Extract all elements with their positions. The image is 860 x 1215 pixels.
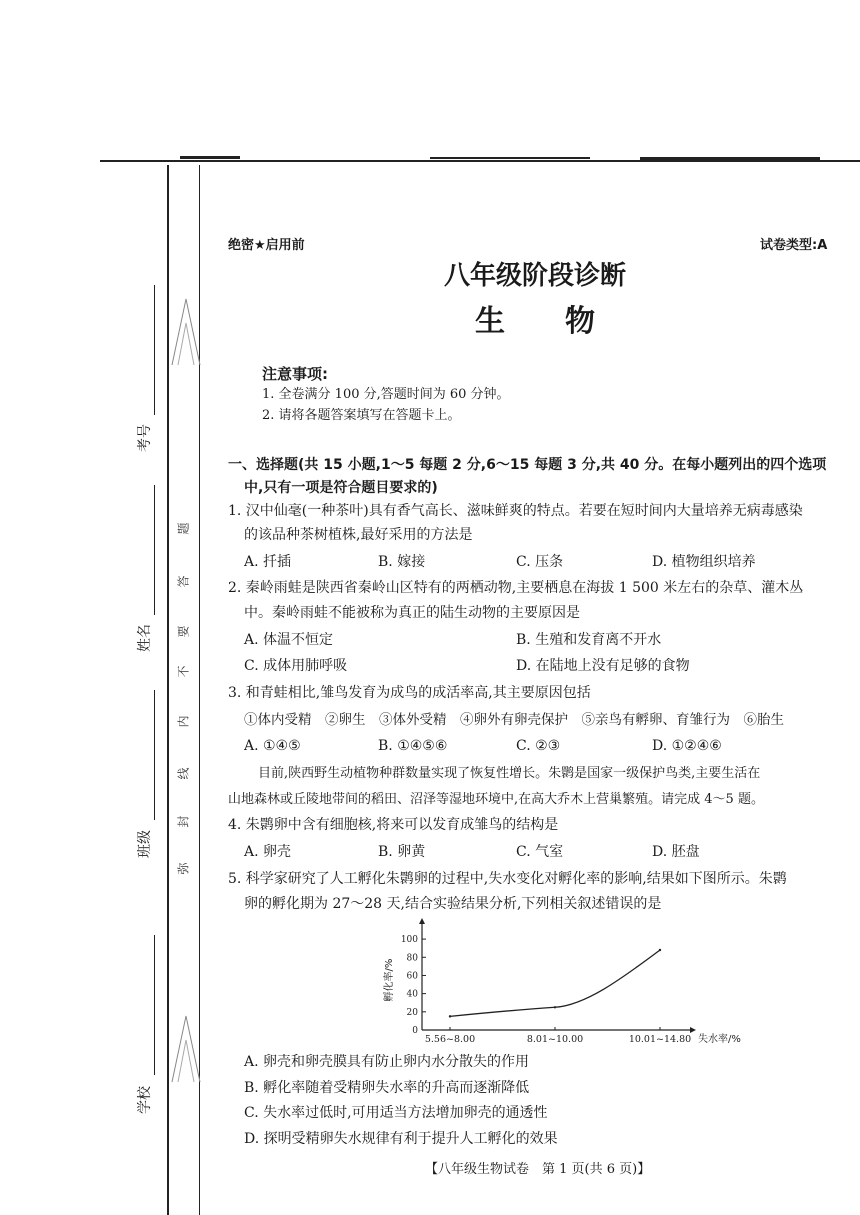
secret-label: 绝密★启用前 bbox=[228, 238, 305, 253]
x-tick-label: 10.01~14.80 bbox=[628, 1034, 692, 1045]
q4-option-a: A. 卵壳 bbox=[244, 844, 292, 860]
q1-option-b: B. 嫁接 bbox=[378, 554, 426, 570]
page-footer: 【八年级生物试卷 第 1 页(共 6 页)】 bbox=[425, 1162, 651, 1177]
seal-char: 要 bbox=[176, 625, 191, 638]
exam-number-label: 考号 bbox=[137, 424, 153, 452]
question-1: 1. 汉中仙毫(一种茶叶)具有香气高长、滋味鲜爽的特点。若要在短时间内大量培养无病毒感染 bbox=[228, 503, 803, 519]
fill-line-school bbox=[154, 935, 155, 1075]
y-tick-label: 80 bbox=[406, 953, 418, 964]
x-axis-label: 失水率/% bbox=[698, 1034, 741, 1045]
q5-option-d: D. 探明受精卵失水规律有利于提升人工孵化的效果 bbox=[244, 1131, 558, 1147]
q5-option-a: A. 卵壳和卵壳膜具有防止卵内水分散失的作用 bbox=[244, 1054, 530, 1070]
subject-title: 生 物 bbox=[475, 304, 595, 339]
data-point bbox=[449, 1015, 451, 1017]
question-3: 3. 和青蛙相比,雏鸟发育为成鸟的成活率高,其主要原因包括 bbox=[228, 685, 591, 701]
question-2: 2. 秦岭雨蛙是陕西省秦岭山区特有的两栖动物,主要栖息在海拔 1 500 米左右的杂草、灌木丛 bbox=[228, 580, 804, 596]
data-point bbox=[659, 949, 661, 951]
seal-char: 答 bbox=[176, 575, 191, 588]
question-5-cont: 卵的孵化期为 27～28 天,结合实验结果分析,下列相关叙述错误的是 bbox=[244, 896, 662, 912]
notice-item: 2. 请将各题答案填写在答题卡上。 bbox=[262, 408, 461, 423]
y-tick-label: 60 bbox=[406, 971, 418, 982]
q2-option-a: A. 体温不恒定 bbox=[244, 632, 334, 648]
data-point bbox=[554, 1006, 556, 1008]
seal-char: 内 bbox=[176, 715, 191, 728]
question-4: 4. 朱鹮卵中含有细胞核,将来可以发育成雏鸟的结构是 bbox=[228, 817, 559, 833]
class-label: 班级 bbox=[137, 830, 153, 858]
top-rule bbox=[100, 160, 860, 162]
name-label: 姓名 bbox=[137, 624, 153, 652]
seal-triangle-icon bbox=[168, 293, 208, 373]
q2-option-d: D. 在陆地上没有足够的食物 bbox=[516, 658, 690, 674]
q1-option-d: D. 植物组织培养 bbox=[652, 554, 756, 570]
seal-char: 弥 bbox=[176, 862, 191, 875]
q3-option-d: D. ①②④⑥ bbox=[652, 738, 722, 754]
q1-option-c: C. 压条 bbox=[516, 554, 564, 570]
hatch-rate-chart bbox=[370, 915, 741, 1050]
passage-text: 目前,陕西野生动植物种群数量实现了恢复性增长。朱鹮是国家一级保护鸟类,主要生活在 bbox=[258, 766, 761, 781]
seal-char: 不 bbox=[176, 665, 191, 678]
passage-text-cont: 山地森林或丘陵地带间的稻田、沼泽等湿地环境中,在高大乔木上营巢繁殖。请完成 4～5 题。 bbox=[228, 792, 764, 807]
x-tick-label: 5.56~8.00 bbox=[424, 1034, 476, 1045]
y-tick-label: 40 bbox=[406, 989, 418, 1000]
q5-option-c: C. 失水率过低时,可用适当方法增加卵壳的通透性 bbox=[244, 1105, 548, 1121]
y-tick-label: 0 bbox=[412, 1026, 418, 1036]
top-rule-accent bbox=[640, 157, 820, 160]
y-axis-arrow-icon bbox=[419, 918, 425, 924]
q4-option-c: C. 气室 bbox=[516, 844, 564, 860]
q2-option-b: B. 生殖和发育离不开水 bbox=[516, 632, 662, 648]
section-heading-cont: 中,只有一项是符合题目要求的) bbox=[244, 480, 438, 496]
q3-option-c: C. ②③ bbox=[516, 738, 561, 754]
question-5: 5. 科学家研究了人工孵化朱鹮卵的过程中,失水变化对孵化率的影响,结果如下图所示。朱鹮 bbox=[228, 871, 787, 887]
q1-option-a: A. 扦插 bbox=[244, 554, 292, 570]
q3-option-b: B. ①④⑤⑥ bbox=[378, 738, 448, 754]
y-tick-label: 100 bbox=[400, 935, 418, 946]
fill-line-class bbox=[154, 690, 155, 820]
question-1-cont: 的该品种茶树植株,最好采用的方法是 bbox=[244, 527, 473, 543]
question-2-cont: 中。秦岭雨蛙不能被称为真正的陆生动物的主要原因是 bbox=[244, 605, 580, 621]
question-3-choices: ①体内受精 ②卵生 ③体外受精 ④卵外有卵壳保护 ⑤亲鸟有孵卵、育雏行为 ⑥胎生 bbox=[244, 712, 784, 728]
fill-line-exam bbox=[154, 285, 155, 415]
top-rule-accent bbox=[180, 156, 240, 159]
seal-char: 封 bbox=[176, 815, 191, 828]
x-axis-arrow-icon bbox=[690, 1027, 696, 1033]
q5-option-b: B. 孵化率随着受精卵失水率的升高而逐渐降低 bbox=[244, 1080, 530, 1096]
q4-option-d: D. 胚盘 bbox=[652, 844, 700, 860]
top-rule-accent bbox=[430, 157, 590, 159]
y-tick-label: 20 bbox=[406, 1007, 418, 1018]
q3-option-a: A. ①④⑤ bbox=[244, 738, 301, 754]
notice-item: 1. 全卷满分 100 分,答题时间为 60 分钟。 bbox=[262, 387, 510, 402]
school-label: 学校 bbox=[137, 1086, 153, 1114]
seal-triangle-icon bbox=[168, 1010, 208, 1090]
x-tick-label: 8.01~10.00 bbox=[526, 1034, 584, 1045]
section-heading: 一、选择题(共 15 小题,1～5 每题 2 分,6～15 每题 3 分,共 40 分。在每小题列出的四个选项 bbox=[228, 457, 827, 473]
fill-line-name bbox=[154, 485, 155, 615]
q2-option-c: C. 成体用肺呼吸 bbox=[244, 658, 348, 674]
seal-char: 线 bbox=[176, 767, 191, 780]
notice-heading: 注意事项: bbox=[262, 365, 328, 383]
q4-option-b: B. 卵黄 bbox=[378, 844, 426, 860]
y-axis-label: 孵化率/% bbox=[384, 958, 395, 1002]
page-title: 八年级阶段诊断 bbox=[443, 261, 626, 291]
paper-type: 试卷类型:A bbox=[760, 238, 828, 253]
seal-char: 题 bbox=[176, 522, 191, 535]
